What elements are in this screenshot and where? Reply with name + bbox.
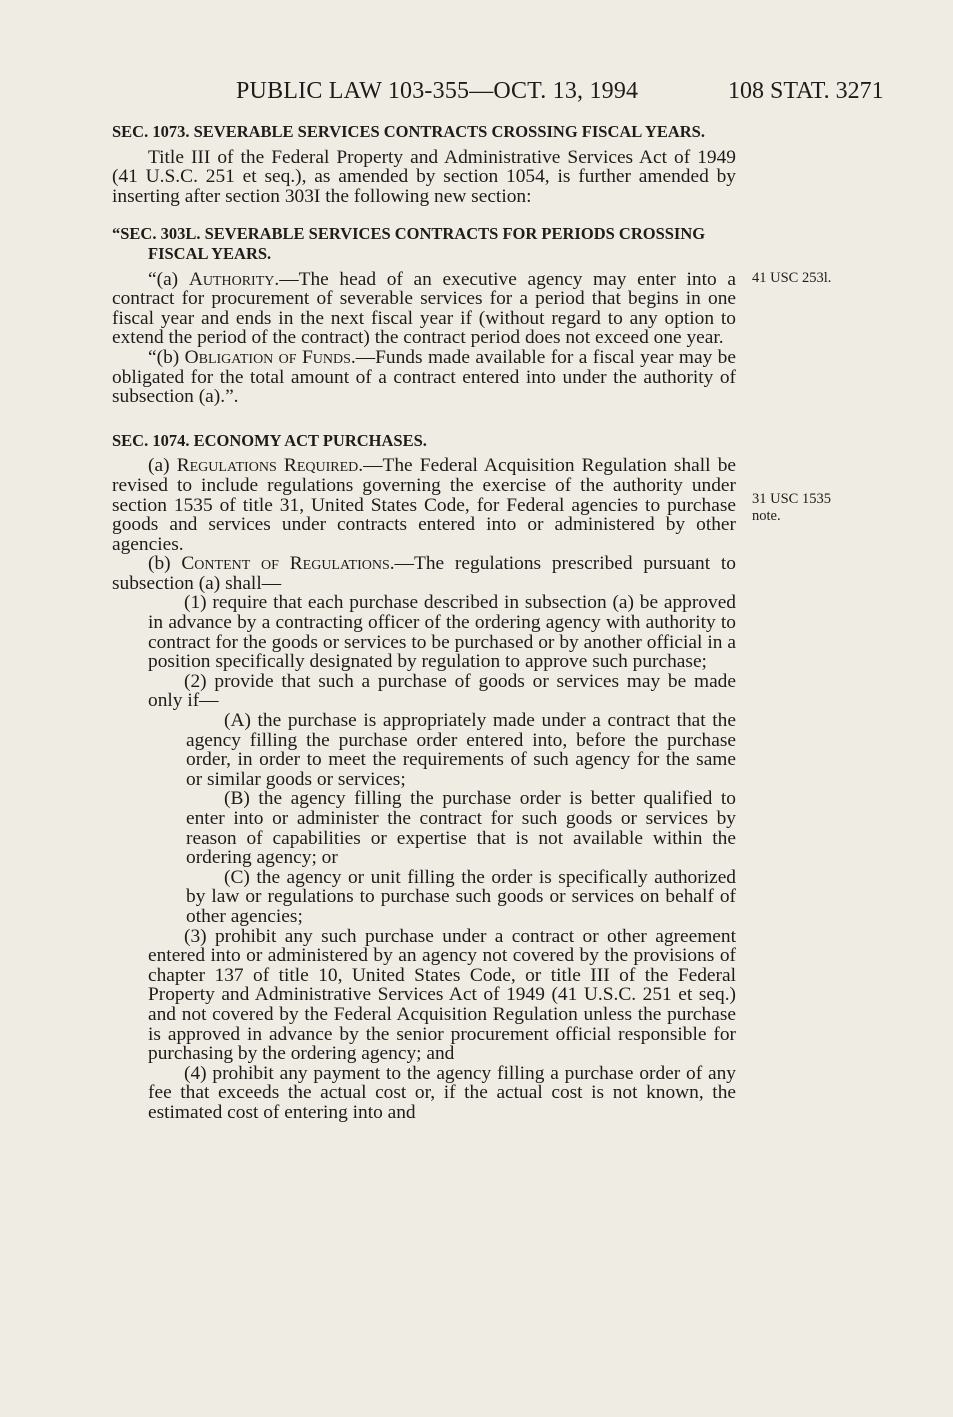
stat-page-number: 108 STAT. 3271 [728,78,884,104]
subsection-a-prefix: “(a) [148,268,189,290]
paragraph-2: (2) provide that such a purchase of goods or services may be made only if— [148,670,736,712]
paragraph-4: (4) prohibit any payment to the agency filling a purchase order of any fee that exceeds the actual cost or, if the actual cost is not known, the estimated cost of entering into and [148,1062,736,1123]
sec-1073-body: Title III of the Federal Property and Administrative Services Act of 1949 (41 U.S.C. 251 et seq.), as amended by section 1054, is further amended by inserting after section 303I the following new section: [112,146,736,207]
subparagraph-b: (B) the agency filling the purchase order is better qualified to enter into or administer the contract for such goods or services by reason of capabilities or expertise that is not available within the ordering agency; or [186,788,736,869]
sec-303l-subsection-b [112,348,736,407]
margin-note-31-usc-line2: note. [752,508,781,524]
sec-1074-b-prefix: (b) [148,553,182,575]
subparagraph-c: (C) the agency or unit filling the order is specifically authorized by law or regulations to purchase such goods or services on behalf of other agencies; [186,866,736,927]
paragraph-3: (3) prohibit any such purchase under a contract or other agreement entered into or administered by an agency not covered by the provisions of chapter 137 of title 10, United States Code, or title III of the Federal Property and Administrative Services Act of 1949 (41 U.S.C. 251 et seq.) and not covered by the Federal Acquisition Regulation unless the purchase is approved in advance by the senior procurement official responsible for purchasing by the ordering agency; and [148,925,736,1065]
subparagraph-a: (A) the purchase is appropriately made under a contract that the agency filling the purchase order entered into, before the purchase order, in order to meet the requirements of such agency for the same or similar goods or services; [186,710,736,790]
sec-303l-subsection-a [112,270,736,348]
subsection-b-text: —Funds made available for a fiscal year may be obligated for the total amount of a contract entered into under the authority of subsection (a).”. [112,346,736,408]
sec-1074-subsection-a [112,456,736,554]
sec-1074-b-label: Content of Regulations. [181,553,395,575]
paragraph-1: (1) require that each purchase described in subsection (a) be approved in advance by a contracting officer of the ordering agency with authority to contract for the goods or services to be purchased or by another official in a position specifically designated by regulation to approve such purchase; [148,592,736,673]
margin-note-31-usc [752,491,872,525]
subsection-a-text: —The head of an executive agency may enter into a contract for procurement of severable services for a period that begins in one fiscal year and ends in the next fiscal year if (without regard to any option to extend the period of the contract) the contract period does not exceed one year. [112,268,736,349]
sec-1074-a-prefix: (a) [148,455,177,477]
running-head: PUBLIC LAW 103-355—OCT. 13, 1994 [236,78,639,104]
sec-1074-subsection-b [112,554,736,593]
sec-1074-heading: SEC. 1074. ECONOMY ACT PURCHASES. [112,430,427,450]
sec-303l-heading: “SEC. 303L. SEVERABLE SERVICES CONTRACTS FOR PERIODS CROSSING FISCAL YEARS. [112,224,706,263]
main-text [112,122,736,1123]
margin-note-41-usc: 41 USC 253l. [752,270,832,286]
subsection-b-prefix: “(b) [148,346,185,368]
margin-note-31-usc-line1: 31 USC 1535 [752,491,831,507]
sec-1074-b-text: —The regulations prescribed pursuant to subsection (a) shall— [112,553,736,594]
subsection-b-label: Obligation of Funds. [184,346,356,368]
sec-1073-heading: SEC. 1073. SEVERABLE SERVICES CONTRACTS CROSSING FISCAL YEARS. [112,122,705,141]
subsection-a-label: Authority. [188,268,280,290]
sec-1074-a-text: —The Federal Acquisition Regulation shall be revised to include regulations governing the exercise of the authority under section 1535 of title 31, United States Code, for Federal agencies to purchase goods and services under contracts entered into or administered by other agencies. [112,455,736,555]
sec-1074-a-label: Regulations Required. [176,455,364,477]
